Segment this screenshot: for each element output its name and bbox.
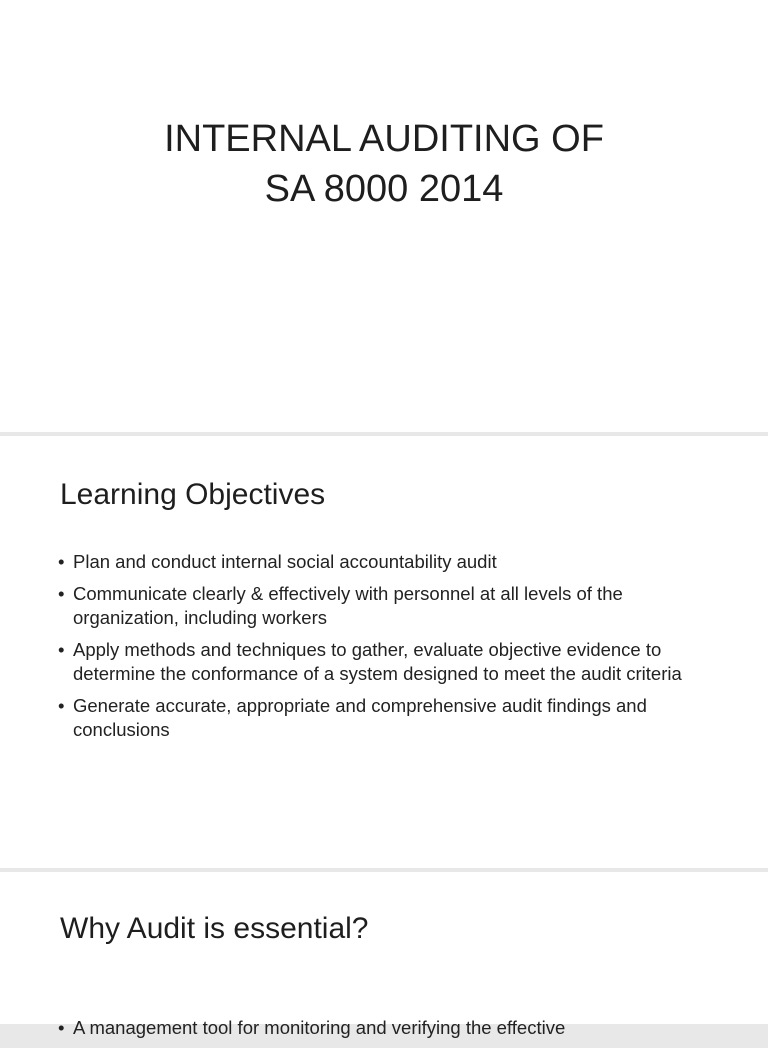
bullet-icon: • xyxy=(58,695,65,716)
bullet-icon: • xyxy=(58,583,65,604)
slide-heading: Why Audit is essential? xyxy=(60,912,369,945)
bullet-text: Apply methods and techniques to gather, evaluate objective evidence to determine the conformance of a system designed to meet the audit criteria xyxy=(73,639,682,684)
bullet-icon: • xyxy=(58,639,65,660)
slide-why-audit xyxy=(0,872,768,1038)
slide-learning-objectives xyxy=(0,436,768,868)
presentation-title xyxy=(0,114,768,214)
bullet-text: A management tool for monitoring and verifying the effective xyxy=(73,1017,566,1038)
bullet-icon: • xyxy=(58,551,65,572)
list-item xyxy=(58,638,728,686)
list-item xyxy=(58,550,728,574)
list-item xyxy=(58,694,728,742)
bullet-list xyxy=(58,1016,728,1048)
slide-title xyxy=(0,0,768,432)
bullet-text: Plan and conduct internal social accountability audit xyxy=(73,551,497,572)
bullet-list xyxy=(58,550,728,750)
list-item xyxy=(58,582,728,630)
list-item xyxy=(58,1016,728,1040)
slide-heading: Learning Objectives xyxy=(60,478,326,511)
title-line-2: SA 8000 2014 xyxy=(264,168,504,210)
title-line-1: INTERNAL AUDITING OF xyxy=(164,118,604,160)
bullet-icon: • xyxy=(58,1017,65,1038)
bullet-text: Generate accurate, appropriate and comprehensive audit findings and conclusions xyxy=(73,695,647,740)
bullet-text: Communicate clearly & effectively with personnel at all levels of the organization, including workers xyxy=(73,583,623,628)
